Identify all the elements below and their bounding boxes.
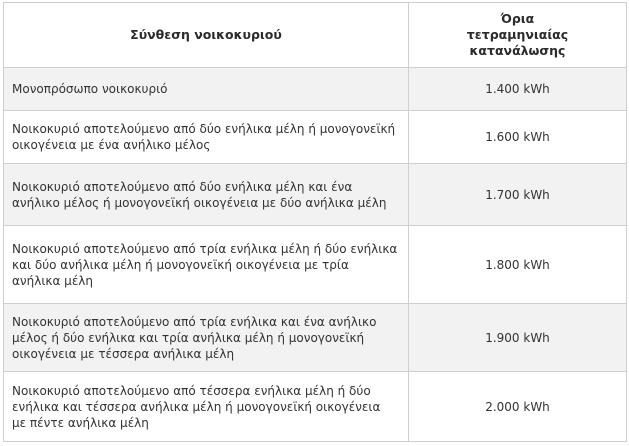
limit-cell: 1.700 kWh bbox=[409, 164, 627, 226]
limit-cell: 1.800 kWh bbox=[409, 226, 627, 304]
consumption-limits-table bbox=[3, 2, 627, 442]
household-cell: Νοικοκυριό αποτελούμενο από τρία ενήλικα και ένα ανήλικο μέλος ή δύο ενήλικα και τρία ανήλικα μέλη ή μονογονεϊκή οικογένεια με τέσσερα ανήλικα μέλη bbox=[4, 304, 409, 372]
household-cell: Μονοπρόσωπο νοικοκυριό bbox=[4, 68, 409, 111]
table-row bbox=[4, 372, 627, 442]
limit-cell: 1.600 kWh bbox=[409, 111, 627, 164]
table-row bbox=[4, 68, 627, 111]
table-header-row bbox=[4, 3, 627, 68]
household-cell: Νοικοκυριό αποτελούμενο από δύο ενήλικα μέλη και ένα ανήλικο μέλος ή μονογονεϊκή οικογένεια με δύο ανήλικα μέλη bbox=[4, 164, 409, 226]
header-consumption-limit: Όρια τετραμηνιαίας κατανάλωσης bbox=[409, 3, 627, 68]
limit-cell: 2.000 kWh bbox=[409, 372, 627, 442]
table-row bbox=[4, 304, 627, 372]
table-row bbox=[4, 111, 627, 164]
limit-cell: 1.900 kWh bbox=[409, 304, 627, 372]
limit-cell: 1.400 kWh bbox=[409, 68, 627, 111]
table-row bbox=[4, 226, 627, 304]
household-cell: Νοικοκυριό αποτελούμενο από δύο ενήλικα μέλη ή μονογονεϊκή οικογένεια με ένα ανήλικο μέλος bbox=[4, 111, 409, 164]
household-cell: Νοικοκυριό αποτελούμενο από τρία ενήλικα μέλη ή δύο ενήλικα και δύο ανήλικα μέλη ή μονογονεϊκή οικογένεια με τρία ανήλικα μέλη bbox=[4, 226, 409, 304]
header-household-composition: Σύνθεση νοικοκυριού bbox=[4, 3, 409, 68]
table-row bbox=[4, 164, 627, 226]
household-cell: Νοικοκυριό αποτελούμενο από τέσσερα ενήλικα μέλη ή δύο ενήλικα και τέσσερα ανήλικα μέλη ή μονογονεϊκή οικογένεια με πέντε ανήλικα μέλη bbox=[4, 372, 409, 442]
